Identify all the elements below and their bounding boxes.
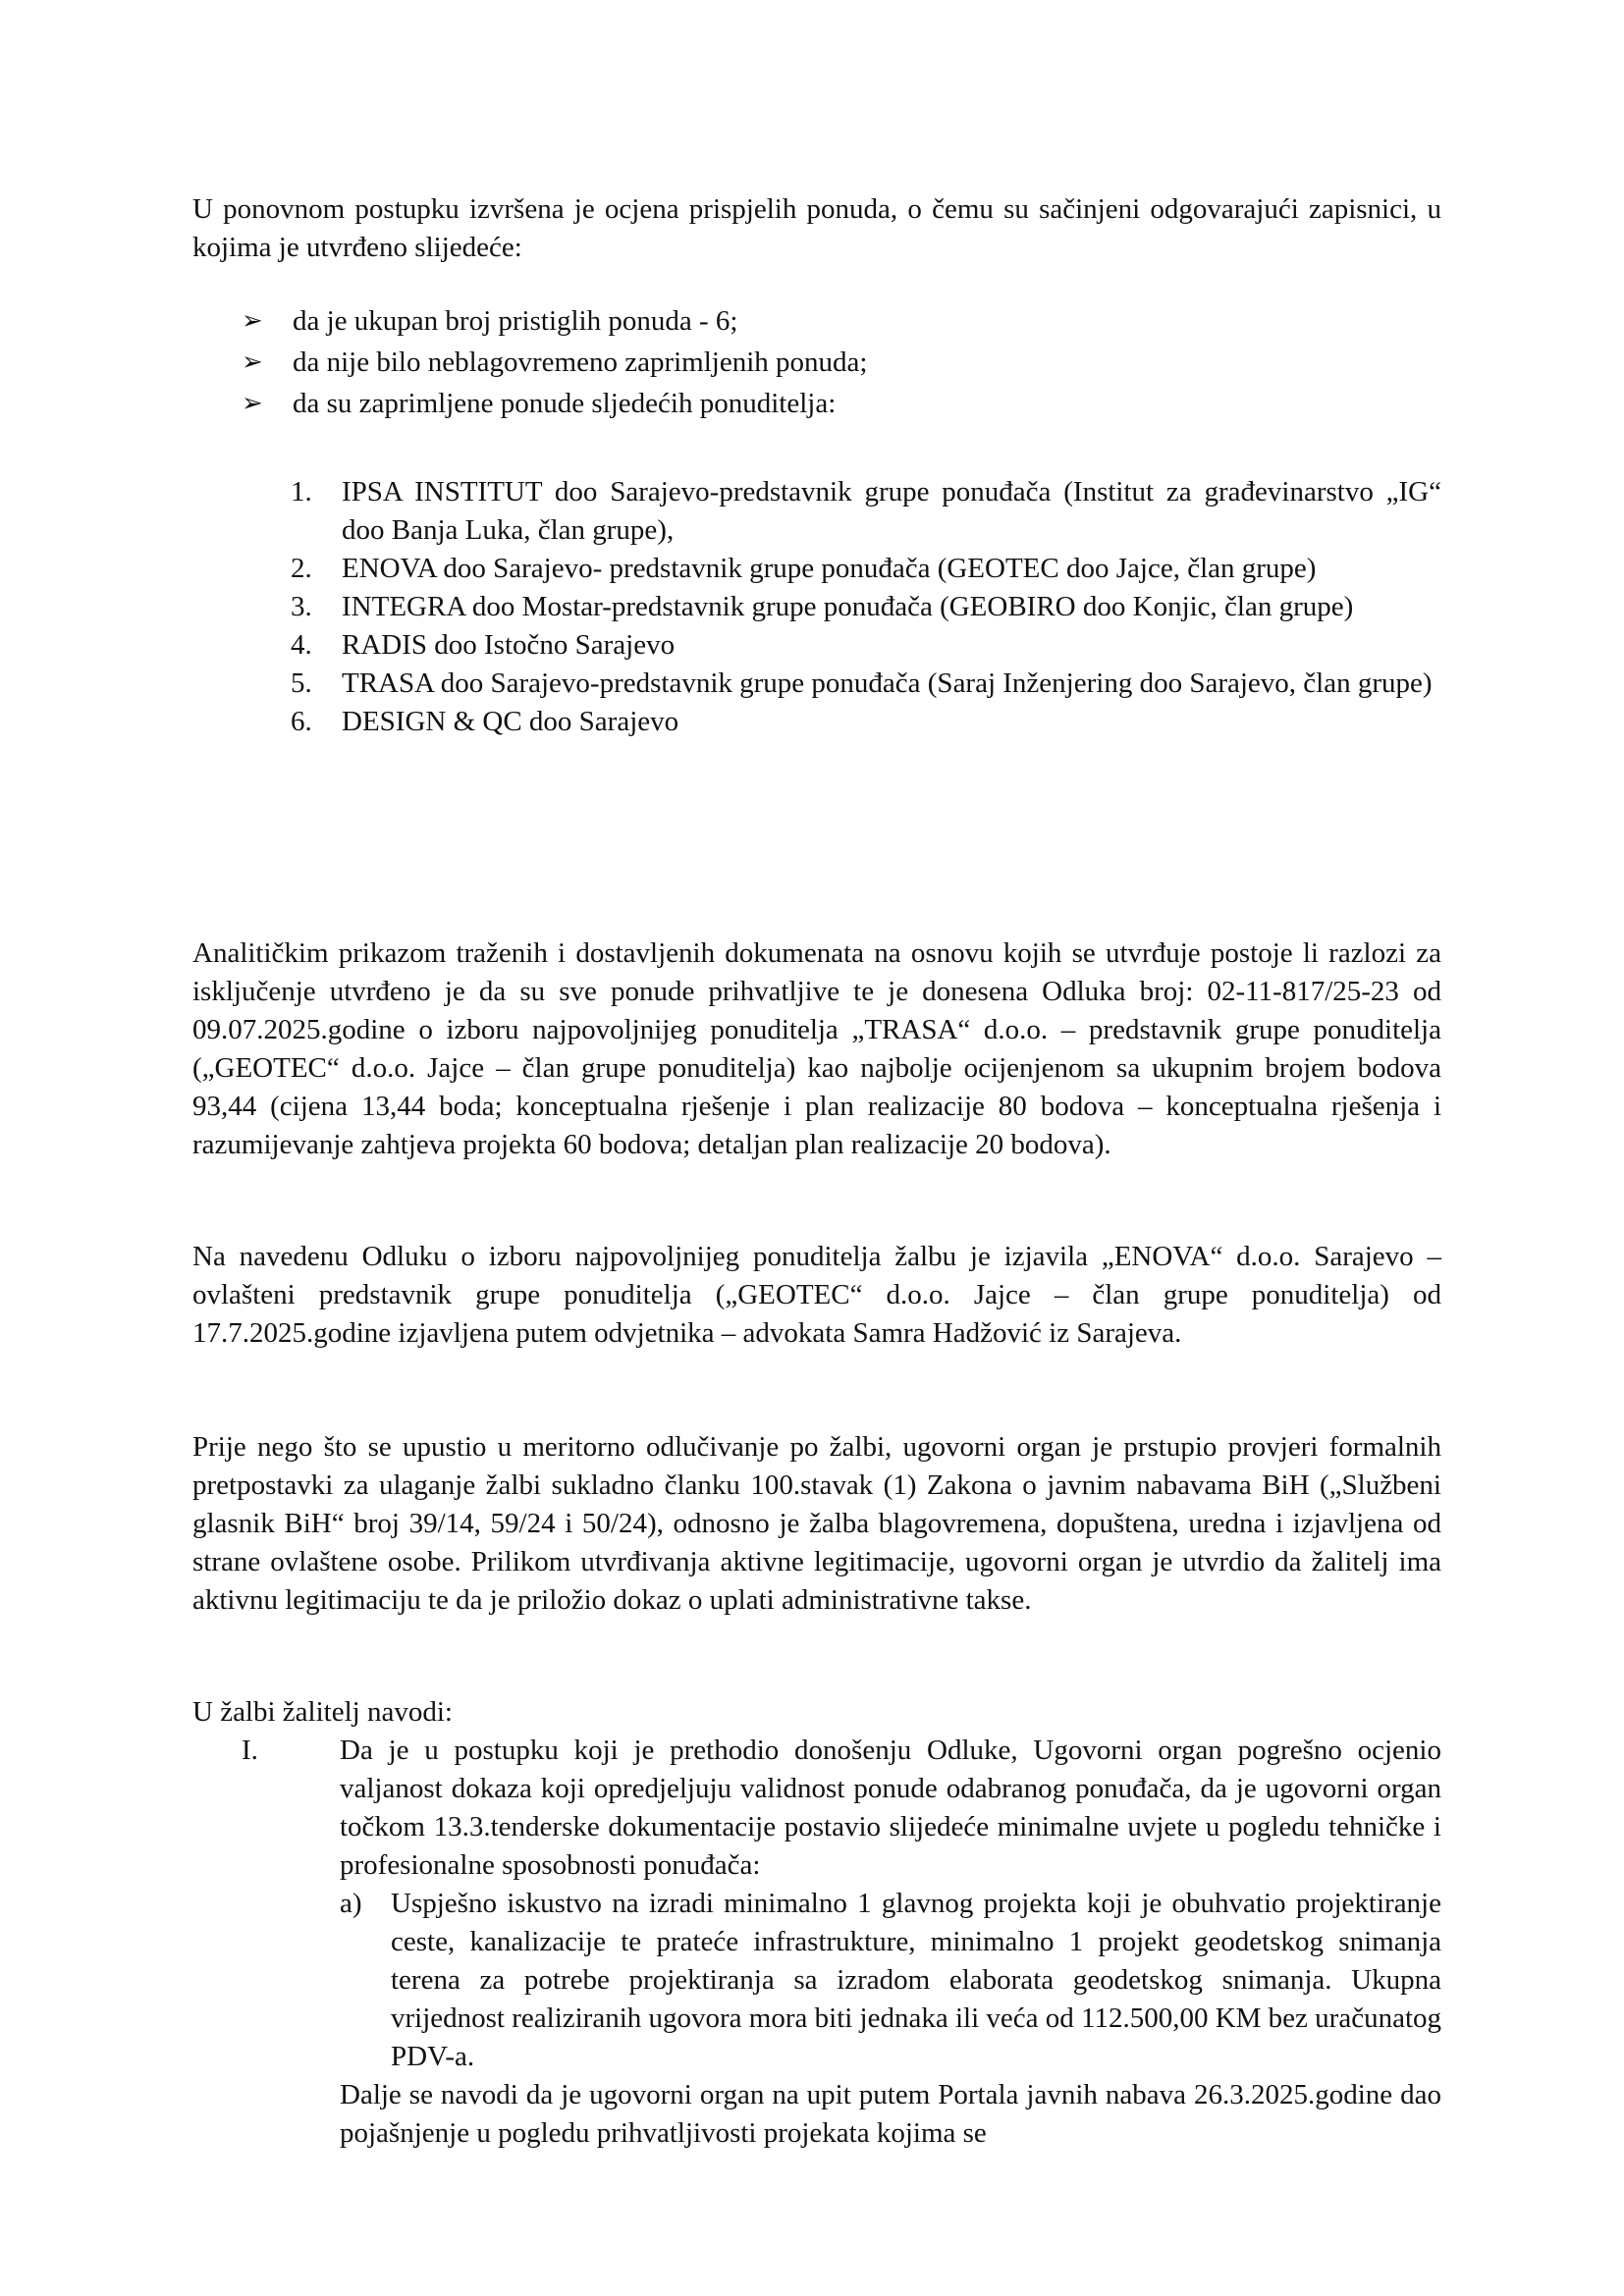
appeal-heading: U žalbi žalitelj navodi: [192,1696,453,1728]
list-item: 6. DESIGN & QC doo Sarajevo [291,706,679,737]
appeal-section-1 [242,1732,1441,2153]
findings-list [242,302,1420,426]
section-number: I. [242,1735,258,1766]
section-text: Da je u postupku koji je prethodio donošenju Odluke, Ugovorni organ pogrešno ocjenio valjanost dokaza koji opredjeljuju validnost ponude odabranog ponuđača, da je ugovorni organ točkom 13.3.tenderske dokumentacije postavio slijedeće minimalne uvjete u pogledu tehničke i profesionalne sposobnosti ponuđača: [340,1735,1441,1881]
section-continuation: Dalje se navodi da je ugovorni organ na upit putem Portala javnih nabava 26.3.2025.godine dao pojašnjenje u pogledu prihvatljivosti projekata kojima se [340,2079,1441,2149]
intro-paragraph [192,190,1441,267]
arrow-bullet-icon: ➢ [242,306,263,336]
sub-item-a [340,1885,1441,2076]
list-item: 3. INTEGRA doo Mostar-predstavnik grupe ponuđača (GEOBIRO doo Konjic, član grupe) [291,591,1354,622]
appeal-paragraph: Na navedenu Odluku o izboru najpovoljnijeg ponuditelja žalbu je izjavila „ENOVA“ d.o.o. Sarajevo – ovlašteni predstavnik grupe ponuditelja („GEOTEC“ d.o.o. Jajce – član grupe ponuditelja) od 17.7.2025.godine izjavljena putem odvjetnika – advokata Samra Hadžović iz Sarajeva. [192,1241,1441,1349]
arrow-bullet-icon: ➢ [242,347,263,377]
list-item: ➢ da je ukupan broj pristiglih ponuda - 6; [242,302,1420,344]
sub-item-text: Uspješno iskustvo na izradi minimalno 1 glavnog projekta koji je obuhvatio projektiranje ceste, kanalizacije te prateće infrastrukture, minimalno 1 projekt geodetskog snimanja terena za potrebe projektiranja sa izradom elaborata geodetskog snimanja. Ukupna vrijednost realiziranih ugovora mora biti jednaka ili veća od 112.500,00 KM bez uračunatog PDV-a. [391,1888,1441,2072]
list-item: 4. RADIS doo Istočno Sarajevo [291,629,676,661]
arrow-bullet-icon: ➢ [242,389,263,418]
sub-item-letter: a) [340,1888,362,1919]
list-item: ➢ da nije bilo neblagovremeno zaprimljenih ponuda; [242,344,1420,385]
list-item: 2. ENOVA doo Sarajevo- predstavnik grupe ponuđača (GEOTEC doo Jajce, član grupe) [291,553,1317,584]
decision-paragraph: Analitičkim prikazom traženih i dostavljenih dokumenata na osnovu kojih se utvrđuje postoje li razlozi za isključenje utvrđeno je da su sve ponude prihvatljive te je donesena Odluka broj: 02-11-817/25-23 od 09.07.2025.godine o izboru najpovoljnijeg ponuditelja „TRASA“ d.o.o. – predstavnik grupe ponuditelja („GEOTEC“ d.o.o. Jajce – član grupe ponuditelja) kao najbolje ocijenjenom sa ukupnim brojem bodova 93,44 (cijena 13,44 boda; konceptualna rješenje i plan realizacije 80 bodova – konceptualna rješenja i razumijevanje zahtjeva projekta 60 bodova; detaljan plan realizacije 20 bodova). [192,937,1441,1160]
section-content [340,1732,1441,2153]
bidders-list [291,473,1441,741]
list-item: 1. IPSA INSTITUT doo Sarajevo-predstavnik grupe ponuđača (Institut za građevinarstvo „IG“ doo Banja Luka, član grupe), [291,476,1441,546]
list-item: 5. TRASA doo Sarajevo-predstavnik grupe ponuđača (Saraj Inženjering doo Sarajevo, član grupe) [291,667,1433,699]
formal-check-paragraph: Prije nego što se upustio u meritorno odlučivanje po žalbi, ugovorni organ je prstupio provjeri formalnih pretpostavki za ulaganje žalbi sukladno članku 100.stavak (1) Zakona o javnim nabavama BiH („Službeni glasnik BiH“ broj 39/14, 59/24 i 50/24), odnosno je žalba blagovremena, dopuštena, uredna i izjavljena od strane ovlaštene osobe. Prilikom utvrđivanja aktivne legitimacije, ugovorni organ je utvrdio da žalitelj ima aktivnu legitimaciju te da je priložio dokaz o uplati administrativne takse. [192,1431,1441,1616]
intro-text: U ponovnom postupku izvršena je ocjena prispjelih ponuda, o čemu su sačinjeni odgovarajući zapisnici, u kojima je utvrđeno slijedeće: [192,193,1441,263]
list-item: ➢ da su zaprimljene ponude sljedećih ponuditelja: [242,385,1420,426]
